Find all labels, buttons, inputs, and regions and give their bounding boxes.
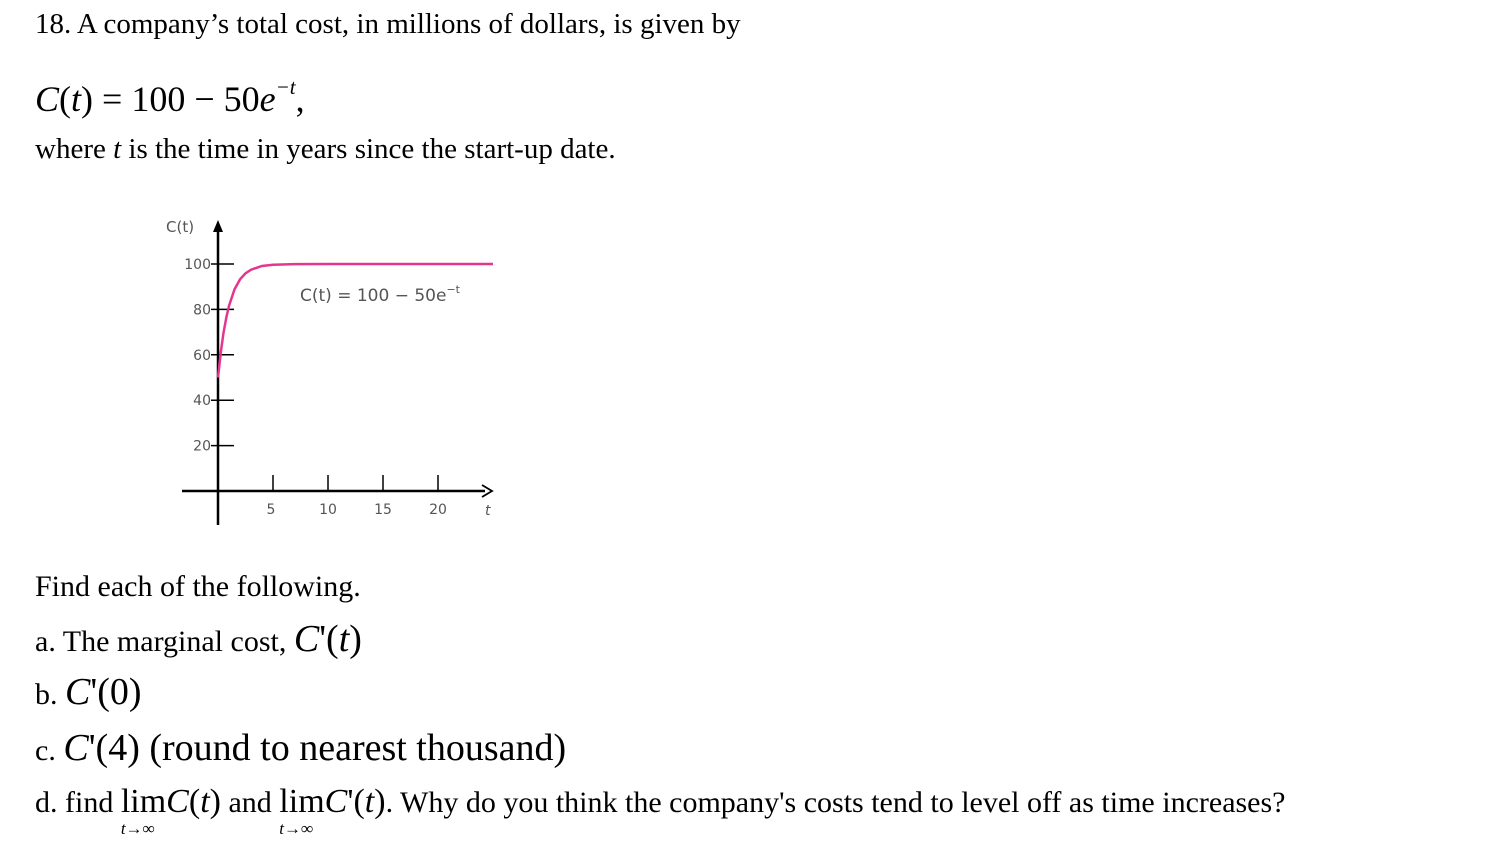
find-heading: Find each of the following. [35,570,361,603]
x-tick-label: 15 [374,502,392,518]
formula-c: C [35,79,60,119]
question-a-prime: '( [319,618,339,660]
question-a-t: t [338,618,350,660]
limit-2-expr [325,783,386,820]
curve-label [300,283,461,306]
limit-2-lim: lim [279,783,325,820]
limit-2-c: C [324,783,348,820]
question-a [35,617,362,661]
question-c-math [63,727,566,769]
limit-1-t: t [200,783,210,820]
y-tick-label: 100 [184,257,211,273]
question-c-label: c. [35,734,64,767]
limit-1-open: ( [188,783,201,820]
question-d [35,783,1286,838]
curve-label-main: C(t) = 100 − 50e [300,286,447,306]
formula-close-paren: ) [81,79,94,119]
y-axis-arrow [213,220,223,232]
cost-graph [160,210,510,540]
question-c-c: C [63,727,89,769]
question-a-close: ) [349,618,362,660]
limit-1-lim: lim [120,783,167,820]
question-b [35,670,142,714]
x-axis-label: t [485,503,491,519]
limit-2-open: '( [347,783,365,820]
y-tick-label: 20 [193,438,211,455]
limit-1-c: C [166,783,189,820]
question-d-rest: . Why do you think the company's costs tend to level off as time increases? [385,786,1286,819]
formula-rhs: = 100 − 50 [93,79,260,119]
formula-t: t [71,79,82,119]
x-ticks [267,475,447,518]
x-tick-label: 10 [319,502,337,518]
cost-formula [35,75,305,120]
question-d-and: and [220,786,280,819]
curve-label-exponent: −t [446,283,460,296]
question-b-c: C [65,671,91,713]
question-c [35,726,566,770]
limit-1-expr [166,783,221,820]
formula-e: e [259,79,276,119]
question-b-label: b. [35,678,65,711]
formula-exponent: −t [275,75,296,99]
y-axis-label: C(t) [166,218,195,236]
limit-2-sub: t→∞ [279,819,314,838]
where-t: t [113,133,122,165]
x-tick-label: 20 [429,502,447,518]
y-tick-label: 40 [193,393,211,410]
cost-curve [218,264,493,378]
x-tick-label: 5 [266,502,276,518]
problem-intro: 18. A company’s total cost, in millions of dollars, is given by [35,8,741,40]
where-post: is the time in years since the start-up date. [121,133,616,165]
question-b-rest: '(0) [90,671,142,713]
where-statement [35,133,616,166]
where-pre: where [35,133,114,165]
question-a-c: C [293,618,320,660]
limit-2 [279,783,325,838]
graph-axes [182,220,492,525]
y-ticks [184,257,234,455]
question-c-rest: '(4) (round to nearest thousand) [88,727,567,769]
limit-2-t: t [364,783,375,820]
question-a-text: a. The marginal cost, [35,625,294,658]
question-a-math [294,618,362,660]
limit-1-close: ) [209,783,221,820]
question-b-math [65,671,142,713]
y-tick-label: 60 [193,347,211,364]
question-d-text: d. find [35,786,121,819]
limit-2-close: ) [374,783,386,820]
limit-1 [120,783,167,838]
limit-1-sub: t→∞ [120,819,155,838]
y-tick-label: 80 [193,302,211,319]
formula-comma: , [295,79,305,119]
formula-open-paren: ( [59,79,72,119]
